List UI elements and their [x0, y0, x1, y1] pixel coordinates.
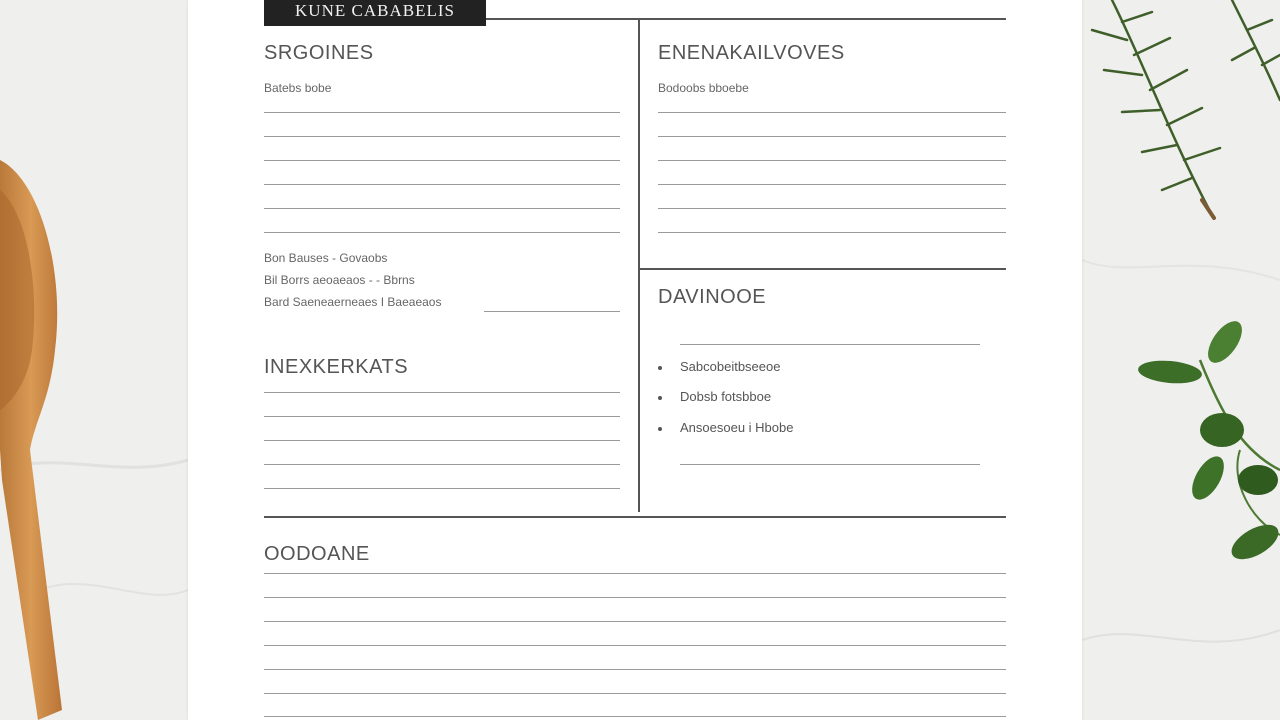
recipe-card-sheet: [188, 0, 1082, 720]
write-line: [264, 597, 1006, 598]
info-line-2: Bil Borrs aeoaeaos - - Bbrns: [264, 273, 415, 287]
bullet-item-2: Dobsb fotsbboe: [680, 389, 772, 404]
write-line: [264, 488, 620, 489]
info-line-1: Bon Bauses - Govaobs: [264, 251, 388, 265]
right-column-divider: [640, 268, 1006, 270]
info-line-3: Bard Saeneaerneaes I Baeaeaos: [264, 295, 442, 309]
bullet-dot: [658, 427, 662, 431]
write-line: [658, 184, 1006, 185]
write-line: [484, 311, 620, 312]
bullet-item-1: Sabcobeitbseeoe: [680, 359, 781, 374]
write-line: [264, 208, 620, 209]
write-line: [658, 232, 1006, 233]
write-line: [264, 112, 620, 113]
rosemary-sprig: [1082, 0, 1280, 230]
write-line: [658, 208, 1006, 209]
bullet-dot: [658, 396, 662, 400]
wooden-spoon: [0, 150, 110, 720]
ingredients-heading: INEXKERKATS: [264, 356, 409, 378]
vertical-divider: [638, 20, 640, 512]
write-line: [264, 621, 1006, 622]
write-line: [658, 160, 1006, 161]
write-line: [680, 344, 980, 345]
write-line: [264, 440, 620, 441]
write-line: [264, 232, 620, 233]
bullet-item-3: Ansoesoeu i Hbobe: [680, 420, 794, 435]
bullet-dot: [658, 366, 662, 370]
write-line: [264, 464, 620, 465]
equipment-subtitle: Bodoobs bboebe: [658, 81, 749, 95]
write-line: [264, 392, 620, 393]
write-line: [264, 136, 620, 137]
write-line: [680, 464, 980, 465]
write-line: [658, 112, 1006, 113]
write-line: [264, 693, 1006, 694]
oregano-sprig: [1130, 320, 1280, 580]
write-line: [264, 184, 620, 185]
write-line: [658, 136, 1006, 137]
servings-subtitle: Batebs bobe: [264, 81, 332, 95]
top-border-rule: [486, 18, 1006, 20]
write-line: [264, 573, 1006, 574]
write-line: [264, 645, 1006, 646]
notes-heading: OODOANE: [264, 543, 370, 565]
write-line: [264, 669, 1006, 670]
servings-heading: SRGOINES: [264, 42, 374, 64]
equipment-heading: ENENAKAILVOVES: [658, 42, 845, 64]
card-title-tab: KUNE CABABELIS: [264, 0, 486, 26]
write-line: [264, 160, 620, 161]
bottom-section-divider: [264, 516, 1006, 518]
write-line: [264, 716, 1006, 717]
method-heading: DAVINOOE: [658, 286, 767, 308]
write-line: [264, 416, 620, 417]
